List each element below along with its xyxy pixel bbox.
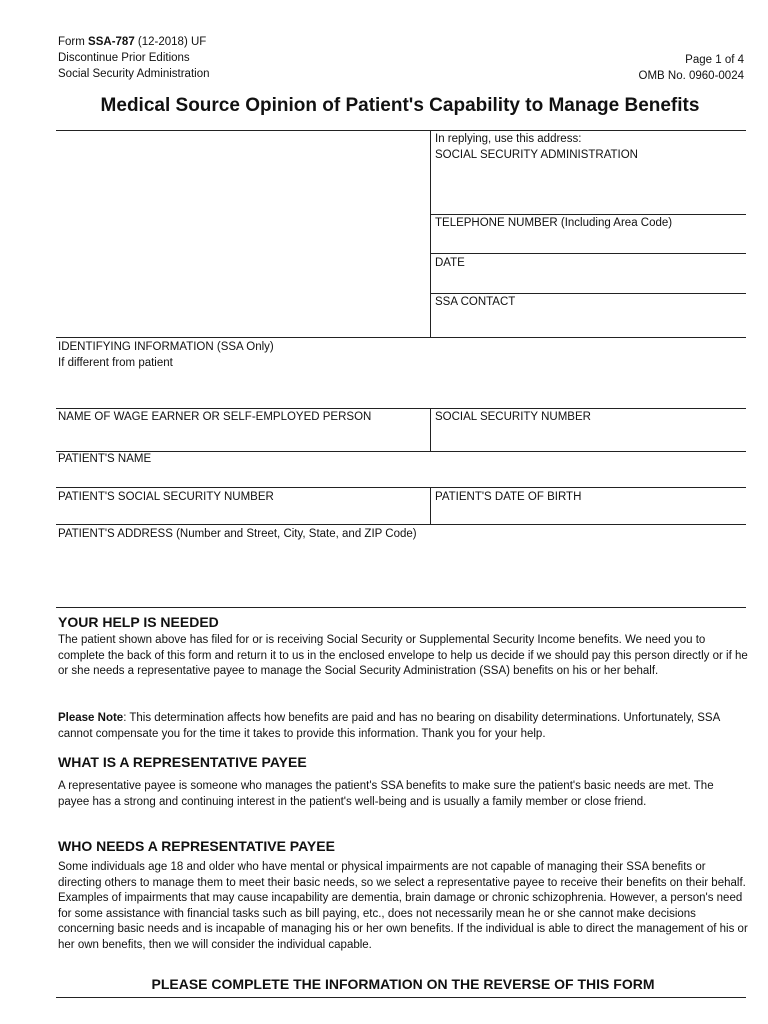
help-heading: YOUR HELP IS NEEDED xyxy=(58,614,219,630)
patient-name-field[interactable] xyxy=(56,468,746,486)
note-text: : This determination affects how benefits are paid and has no bearing on disability determinations. Unfortunately, SSA cannot compensate you for the time it takes to provide this information. Thank you for your help. xyxy=(58,712,720,740)
form-title: Medical Source Opinion of Patient's Capability to Manage Benefits xyxy=(100,95,700,116)
ssn-label: SOCIAL SECURITY NUMBER xyxy=(435,411,591,423)
form-id xyxy=(58,35,206,50)
reverse-instruction: PLEASE COMPLETE THE INFORMATION ON THE REVERSE OF THIS FORM xyxy=(151,976,655,992)
help-paragraph: The patient shown above has filed for or is receiving Social Security or Supplemental Security Income benefits. We need you to complete the back of this form and return it to us in the enclosed envelope to help us decide if we should pay this person directly or if he or she needs a representative payee to manage the Social Security Administration (SSA) benefits on his or her behalf. xyxy=(58,634,748,678)
omb-number: OMB No. 0960-0024 xyxy=(638,70,744,82)
divider xyxy=(56,408,746,409)
reply-instruction: In replying, use this address: xyxy=(435,133,582,145)
mailing-address-field[interactable] xyxy=(56,131,429,336)
reply-agency: SOCIAL SECURITY ADMINISTRATION xyxy=(435,149,638,161)
page-number: Page 1 of 4 xyxy=(685,54,744,66)
divider xyxy=(430,214,746,215)
identifying-info-label: IDENTIFYING INFORMATION (SSA Only) xyxy=(58,341,274,353)
divider xyxy=(56,607,746,608)
agency-name: Social Security Administration xyxy=(58,68,210,80)
date-label: DATE xyxy=(435,257,465,269)
date-field[interactable] xyxy=(431,272,746,292)
patient-address-label: PATIENT'S ADDRESS (Number and Street, City, State, and ZIP Code) xyxy=(58,528,417,540)
wage-earner-label: NAME OF WAGE EARNER OR SELF-EMPLOYED PERSON xyxy=(58,411,372,423)
form-prefix: Form xyxy=(58,36,85,48)
telephone-label: TELEPHONE NUMBER (Including Area Code) xyxy=(435,217,673,229)
note-paragraph xyxy=(58,711,748,742)
note-label: Please Note xyxy=(58,712,124,724)
rep-payee-heading: WHAT IS A REPRESENTATIVE PAYEE xyxy=(58,754,307,770)
discontinue-note: Discontinue Prior Editions xyxy=(58,52,190,64)
form-number: SSA-787 xyxy=(88,36,135,48)
ssn-field[interactable] xyxy=(431,426,746,450)
divider xyxy=(56,997,746,998)
divider xyxy=(56,451,746,452)
ssa-contact-field[interactable] xyxy=(431,311,746,336)
who-needs-heading: WHO NEEDS A REPRESENTATIVE PAYEE xyxy=(58,838,335,854)
divider xyxy=(430,253,746,254)
who-needs-paragraph: Some individuals age 18 and older who have mental or physical impairments are not capable of managing their SSA benefits or directing others to manage them to meet their basic needs, so we select a representative payee to receive their benefits on their behalf. Examples of impairments that may cause incapability are dementia, brain damage or chronic schizophrenia. However, a person's need for some assistance with financial tasks such as bill paying, etc., does not necessarily mean he or she cannot make decisions concerning basic needs and is incapable of managing his or her own benefits. If the individual is able to direct the management of his or her own benefits, then we will consider the individual capable. xyxy=(58,861,748,951)
patient-ssn-field[interactable] xyxy=(56,506,429,523)
patient-dob-label: PATIENT'S DATE OF BIRTH xyxy=(435,491,582,503)
patient-dob-field[interactable] xyxy=(431,506,746,523)
patient-name-label: PATIENT'S NAME xyxy=(58,453,152,465)
patient-address-field[interactable] xyxy=(56,543,746,605)
telephone-field[interactable] xyxy=(431,232,746,252)
wage-earner-field[interactable] xyxy=(56,426,429,450)
divider xyxy=(430,293,746,294)
form-edition: (12-2018) UF xyxy=(137,36,207,48)
divider xyxy=(56,487,746,488)
divider xyxy=(56,524,746,525)
rep-payee-paragraph: A representative payee is someone who manages the patient's SSA benefits to make sure the patient's basic needs are met. The payee has a strong and continuing interest in the patient's well-being and is usually a family member or close friend. xyxy=(58,780,714,808)
identifying-info-sublabel: If different from patient xyxy=(58,357,173,369)
patient-ssn-label: PATIENT'S SOCIAL SECURITY NUMBER xyxy=(58,491,274,503)
ssa-contact-label: SSA CONTACT xyxy=(435,296,516,308)
divider xyxy=(56,337,746,338)
